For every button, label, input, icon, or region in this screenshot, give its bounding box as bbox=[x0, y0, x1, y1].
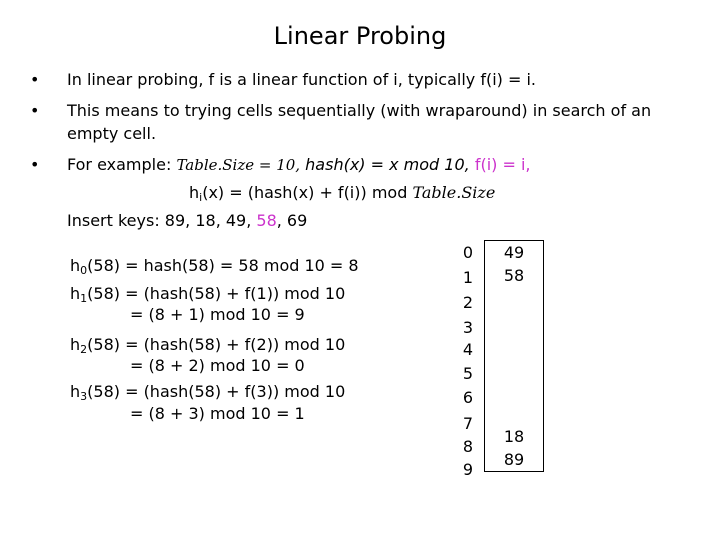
slot-value bbox=[485, 402, 544, 425]
calc-line-h1-result: = (8 + 1) mod 10 = 9 bbox=[130, 305, 305, 324]
formula-mid: (x) = (hash(x) + f(i)) mod bbox=[202, 183, 413, 202]
slot-index: 9 bbox=[462, 460, 474, 479]
slot-value bbox=[485, 333, 544, 356]
slide-title: Linear Probing bbox=[273, 22, 447, 50]
bullet-2-line-2: empty cell. bbox=[67, 124, 157, 143]
bullet-marker: • bbox=[30, 101, 40, 120]
insert-suffix: , 69 bbox=[276, 211, 308, 230]
slot-index: 4 bbox=[462, 340, 474, 359]
bullet-1-text: In linear probing, f is a linear function of i, typically f(i) = i. bbox=[67, 70, 536, 89]
slot-index: 8 bbox=[462, 437, 474, 456]
hash-def-text: hash(x) = x mod 10, bbox=[300, 155, 475, 174]
bullet-marker: • bbox=[30, 70, 40, 89]
slot-index: 2 bbox=[462, 293, 474, 312]
slot-index: 3 bbox=[462, 318, 474, 337]
formula-h: h bbox=[189, 183, 200, 202]
insert-keys-line bbox=[67, 211, 307, 230]
slot-value: 49 bbox=[485, 241, 544, 265]
calc-line-h2: $h_2(58)$ = (hash(58) + f(2)) mod 10 bbox=[70, 335, 346, 356]
bullet-2-line-1: This means to trying cells sequentially (with wraparound) in search of an bbox=[67, 101, 652, 120]
slot-value: 89 bbox=[485, 448, 544, 472]
slot-index: 1 bbox=[462, 268, 474, 287]
formula-sub: i bbox=[199, 191, 203, 204]
calc-line-h2-result: = (8 + 2) mod 10 = 0 bbox=[130, 356, 305, 375]
calc-line-h3: $h_3(58)$ = (hash(58) + f(3)) mod 10 bbox=[70, 382, 346, 403]
slot-value bbox=[485, 310, 544, 333]
calc-line-h1: $h_1(58)$ = (hash(58) + f(1)) mod 10 bbox=[70, 284, 346, 305]
slot-value: 58 bbox=[485, 264, 544, 287]
bullet-3-text bbox=[67, 153, 531, 177]
hash-table bbox=[484, 240, 544, 472]
slot-index: 5 bbox=[462, 364, 474, 383]
slot-value bbox=[485, 379, 544, 402]
insert-prefix: Insert keys: 89, 18, 49, bbox=[67, 211, 257, 230]
table-size-text: Table.Size = 10, bbox=[176, 156, 301, 174]
bullet-marker: • bbox=[30, 155, 40, 174]
calc-line-h0: $h_0(58)$ = hash(58) = 58 mod 10 = 8 bbox=[70, 256, 359, 277]
slot-value: 18 bbox=[485, 425, 544, 448]
slot-index: 6 bbox=[462, 388, 474, 407]
slot-index: 7 bbox=[462, 414, 474, 433]
example-prefix: For example: bbox=[67, 155, 177, 174]
insert-highlight: 58 bbox=[256, 211, 277, 230]
probe-formula bbox=[189, 183, 495, 202]
formula-tablesize: Table.Size bbox=[412, 183, 496, 202]
calc-line-h3-result: = (8 + 3) mod 10 = 1 bbox=[130, 404, 305, 423]
slot-value bbox=[485, 356, 544, 379]
slot-index: 0 bbox=[462, 243, 474, 262]
slot-value bbox=[485, 287, 544, 310]
f-def-text: f(i) = i, bbox=[474, 155, 531, 174]
bullet-2-text bbox=[67, 99, 651, 145]
